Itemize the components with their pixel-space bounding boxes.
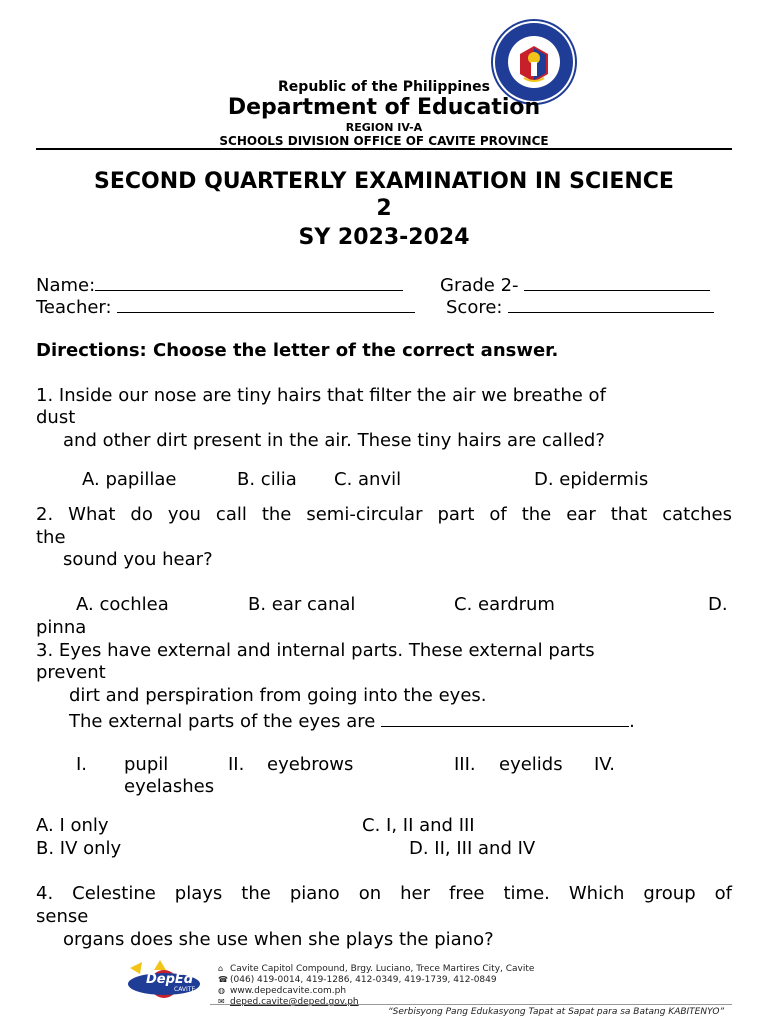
teacher-label: Teacher: [36, 297, 112, 318]
question-2-line1: 2. What do you call the semi-circular part of the ear that catches [36, 504, 732, 525]
q3-roman-2: II. [228, 754, 245, 775]
name-blank[interactable] [95, 272, 403, 291]
region-line: REGION IV-A [345, 121, 423, 134]
q3-option-a[interactable]: A. I only [36, 815, 109, 836]
footer-divider [210, 1004, 732, 1005]
q2-option-d-text[interactable]: pinna [36, 617, 87, 638]
q1-option-c[interactable]: C. anvil [334, 469, 402, 490]
question-1-line3: and other dirt present in the air. These tiny hairs are called? [63, 430, 605, 451]
q3-roman-3-text: eyelids [499, 754, 563, 775]
location-icon: ⌂ [218, 964, 224, 973]
department-title: Department of Education [227, 95, 541, 120]
logo-text: DepEd [146, 972, 194, 987]
q1-option-d[interactable]: D. epidermis [534, 469, 649, 490]
q2-option-d-letter[interactable]: D. [708, 594, 728, 615]
phone-icon: ☎ [218, 975, 228, 984]
globe-icon: ◍ [218, 986, 225, 995]
q2-option-b[interactable]: B. ear canal [248, 594, 356, 615]
q3-roman-2-text: eyebrows [267, 754, 354, 775]
question-4-line2: sense [36, 906, 89, 927]
exam-school-year: SY 2023-2024 [298, 225, 470, 250]
footer-slogan: “Serbisyong Pang Edukasyong Tapat at Sapat para sa Batang KABITENYO” [388, 1007, 725, 1017]
division-line: SCHOOLS DIVISION OFFICE OF CAVITE PROVINCE [219, 134, 549, 148]
deped-cavite-logo [120, 958, 210, 998]
question-3-line4 [69, 708, 635, 733]
question-1-line1: 1. Inside our nose are tiny hairs that filter the air we breathe of [36, 385, 606, 406]
footer-phone-text: (046) 419-0014, 419-1286, 412-0349, 419-1739, 412-0849 [230, 975, 497, 985]
q3-option-c[interactable]: C. I, II and III [362, 815, 475, 836]
q3-period: . [629, 711, 635, 732]
question-4-line1: 4. Celestine plays the piano on her free time. Which group of [36, 883, 732, 904]
republic-line: Republic of the Philippines [278, 79, 490, 95]
q2-option-c[interactable]: C. eardrum [454, 594, 555, 615]
logo-sub: CAVITE [174, 986, 196, 993]
exam-title-line2: 2 [376, 196, 392, 221]
footer-address-text: Cavite Capitol Compound, Brgy. Luciano, Trece Martires City, Cavite [230, 964, 535, 974]
teacher-field[interactable] [36, 294, 415, 319]
name-label: Name: [36, 275, 96, 296]
grade-label: Grade 2- [440, 275, 519, 296]
q3-option-d[interactable]: D. II, III and IV [409, 838, 536, 859]
question-3-line2: prevent [36, 662, 106, 683]
score-label: Score: [446, 297, 503, 318]
question-4-line3: organs does she use when she plays the piano? [63, 929, 494, 950]
question-2-line3: sound you hear? [63, 549, 213, 570]
q3-roman-4-text: eyelashes [124, 776, 215, 797]
footer-email[interactable] [218, 996, 359, 1008]
q1-option-a[interactable]: A. papillae [82, 469, 177, 490]
question-2-line2: the [36, 527, 66, 548]
score-blank[interactable] [508, 294, 714, 313]
question-3-line3: dirt and perspiration from going into the eyes. [69, 685, 487, 706]
question-3-line4-text: The external parts of the eyes are [69, 711, 376, 732]
q1-option-b[interactable]: B. cilia [237, 469, 297, 490]
directions: Directions: Choose the letter of the correct answer. [36, 340, 559, 361]
q3-roman-3: III. [454, 754, 476, 775]
question-3-line1: 3. Eyes have external and internal parts. These external parts [36, 640, 595, 661]
grade-blank[interactable] [524, 272, 710, 291]
footer-email-text[interactable]: deped.cavite@deped.gov.ph [230, 997, 359, 1007]
header-divider [36, 148, 732, 150]
score-field[interactable] [446, 294, 714, 319]
exam-title-line1: SECOND QUARTERLY EXAMINATION IN SCIENCE [94, 169, 674, 194]
mail-icon: ✉ [218, 997, 225, 1006]
teacher-blank[interactable] [117, 294, 415, 313]
q3-roman-1-text: pupil [124, 754, 169, 775]
q2-option-a[interactable]: A. cochlea [76, 594, 169, 615]
footer-website-text[interactable]: www.depedcavite.com.ph [230, 986, 347, 996]
q3-answer-blank[interactable] [381, 708, 629, 727]
q3-roman-4: IV. [594, 754, 616, 775]
q3-roman-1: I. [76, 754, 88, 775]
question-1-line2: dust [36, 407, 76, 428]
q3-option-b[interactable]: B. IV only [36, 838, 122, 859]
